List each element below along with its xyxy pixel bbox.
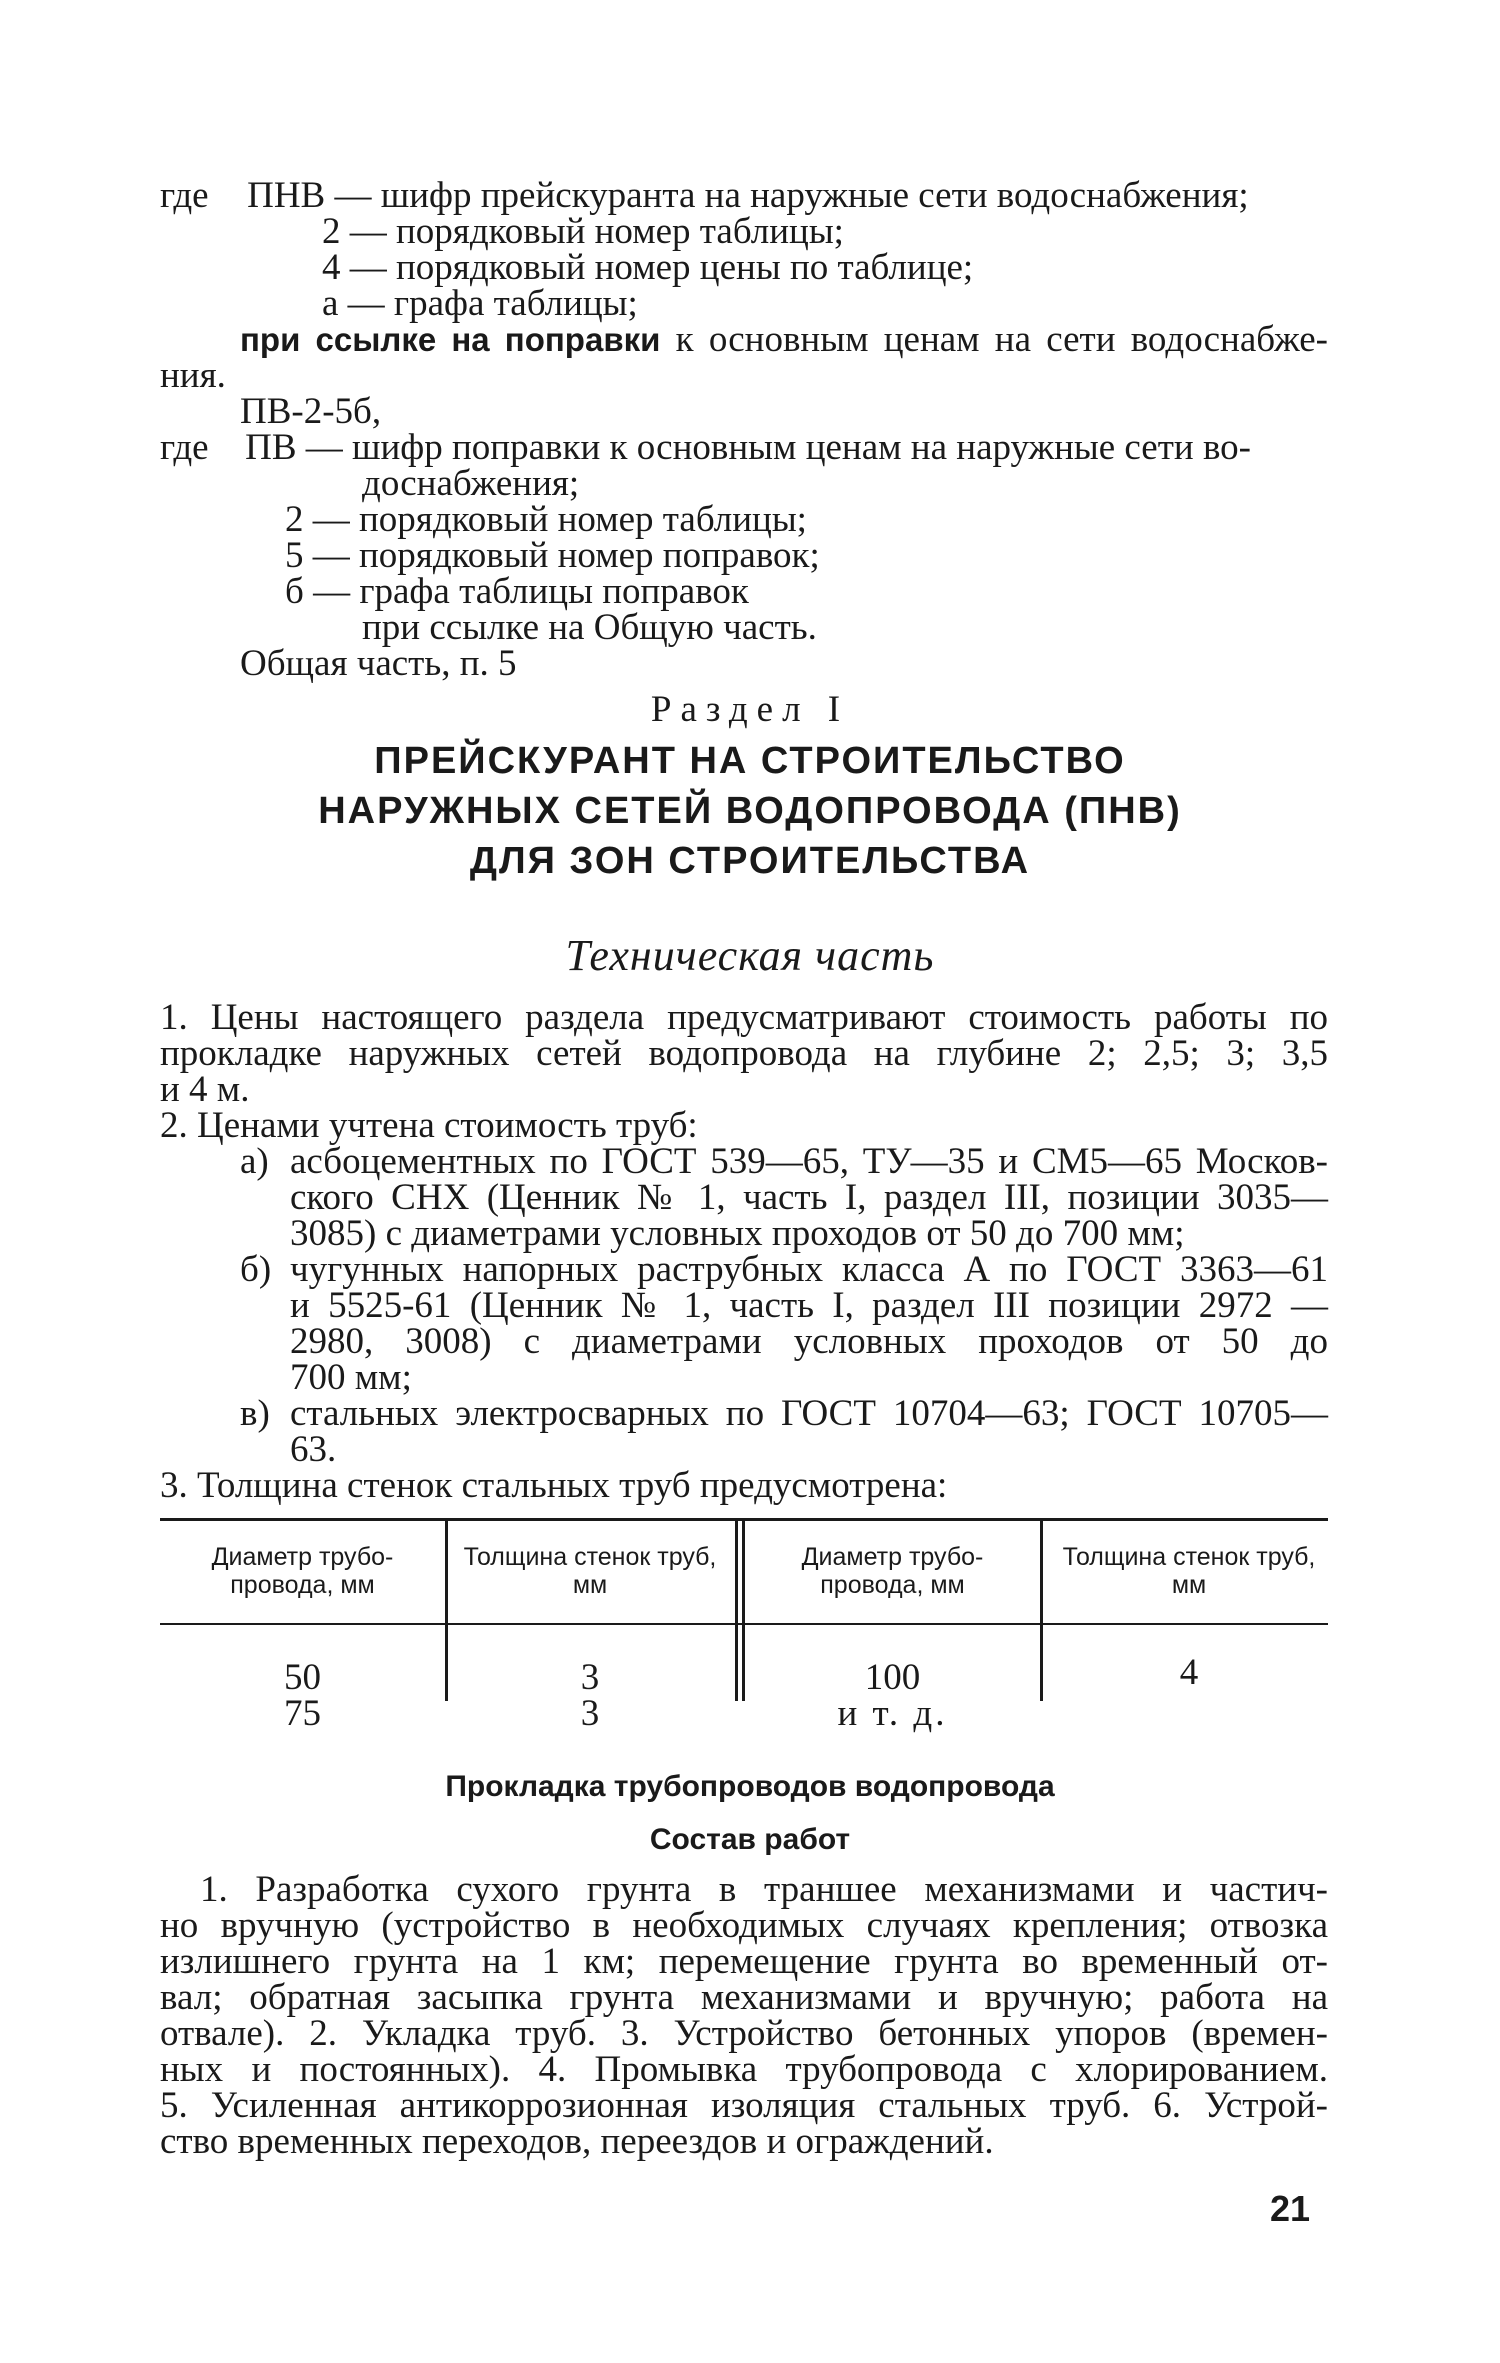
correction-reference-label: при ссылке на поправки [240,321,661,358]
works-line-4: вал; обратная засыпка грунта механизмами и вручную; работа на [160,1977,1328,2018]
intro-line-14: Общая часть, п. 5 [240,643,517,684]
table-header-thickness-2: Толщина стенок труб, мм [1062,1543,1316,1599]
tech-item-a-line-2: ского СНХ (Ценник № 1, часть I, раздел III, позиции 3035— [290,1177,1328,1218]
table-header-diameter-2: Диаметр трубо-провода, мм [801,1543,984,1599]
tech-item-b-line-4: 700 мм; [290,1357,412,1398]
works-line-7: 5. Усиленная антикоррозионная изоляция стальных труб. 6. Устрой- [160,2085,1328,2126]
table-cell: 75 [284,1693,321,1734]
code-pv-description: ПВ — шифр поправки к основным ценам на наружные сети во- [245,427,1251,468]
page-number: 21 [1270,2188,1311,2229]
table-divider-2b [742,1521,745,1701]
tech-item-a-line-3: 3085) с диаметрами условных проходов от 50 до 700 мм; [290,1213,1185,1254]
where-word-2: где [160,427,209,468]
intro-line-12: б — графа таблицы поправок [285,571,749,612]
tech-item-v-line-1: стальных электросварных по ГОСТ 10704—63; ГОСТ 10705— [290,1393,1328,1434]
intro-line-10: 2 — порядковый номер таблицы; [285,499,807,540]
table-cell: 50 [284,1657,321,1698]
tech-p3: 3. Толщина стенок стальных труб предусмотрена: [160,1465,948,1506]
table-divider-1 [445,1521,448,1701]
tech-p2: 2. Ценами учтена стоимость труб: [160,1105,698,1146]
intro-line-4: а — графа таблицы; [322,283,638,324]
tech-p1-line-3: и 4 м. [160,1069,250,1110]
tech-item-v-marker: в) [240,1393,270,1434]
tech-item-b-marker: б) [240,1249,272,1290]
intro-line-9: доснабжения; [362,463,580,504]
intro-line-2: 2 — порядковый номер таблицы; [322,211,844,252]
works-line-8: ство временных переходов, переездов и ограждений. [160,2121,994,2162]
works-subheading: Состав работ [649,1823,851,1856]
section-title-line-3: ДЛЯ ЗОН СТРОИТЕЛЬСТВА [469,840,1031,882]
table-cell: 4 [1179,1652,1199,1693]
where-word: где [160,175,209,216]
tech-item-b-line-1: чугунных напорных раструбных класса А по ГОСТ 3363—61 [290,1249,1328,1290]
intro-line-13: при ссылке на Общую часть. [362,607,817,648]
table-header-diameter-1: Диаметр трубо-провода, мм [211,1543,394,1599]
intro-line-6: ния. [160,355,226,396]
works-line-6: ных и постоянных). 4. Промывка трубопровода с хлорированием. [160,2049,1328,2090]
works-heading: Прокладка трубопроводов водопровода [445,1770,1055,1803]
table-cell: и т. д. [837,1693,948,1734]
table-divider-2a [735,1521,738,1701]
table-header-thickness-1: Толщина стенок труб, мм [463,1543,717,1599]
tech-item-a-line-1: асбоцементных по ГОСТ 539—65, ТУ—35 и СМ5—65 Москов- [290,1141,1328,1182]
tech-p1-line-1: 1. Цены настоящего раздела предусматривают стоимость работы по [160,997,1328,1038]
works-line-1: 1. Разработка сухого грунта в траншее механизмами и частич- [200,1869,1328,1910]
section-title-line-1: ПРЕЙСКУРАНТ НА СТРОИТЕЛЬСТВО [374,740,1126,782]
tech-p1-line-2: прокладке наружных сетей водопровода на глубине 2; 2,5; 3; 3,5 [160,1033,1328,1074]
tech-item-a-marker: а) [240,1141,269,1182]
code-pnv-description: — шифр прейскуранта на наружные сети водоснабжения; [334,175,1249,216]
table-cell: 100 [864,1657,921,1698]
intro-line-7: ПВ-2-5б, [240,391,382,432]
section-subtitle: Техническая часть [565,931,935,980]
intro-line-1 [160,175,1249,216]
intro-line-8 [160,427,1328,468]
correction-reference-text: к основным ценам на сети водоснабже- [675,319,1328,360]
tech-item-v-line-2: 63. [290,1429,337,1470]
works-line-5: отвале). 2. Укладка труб. 3. Устройство бетонных упоров (времен- [160,2013,1328,2054]
tech-item-b-line-3: 2980, 3008) с диаметрами условных проходов от 50 до [290,1321,1328,1362]
section-title-line-2: НАРУЖНЫХ СЕТЕЙ ВОДОПРОВОДА (ПНВ) [318,790,1182,832]
intro-line-11: 5 — порядковый номер поправок; [285,535,820,576]
table-cell: 3 [580,1693,600,1734]
table-cell: 3 [580,1657,600,1698]
tech-item-b-line-2: и 5525-61 (Ценник № 1, часть I, раздел III позиции 2972 — [290,1285,1328,1326]
table-divider-3 [1040,1521,1043,1701]
works-line-2: но вручную (устройство в необходимых случаях крепления; отвозка [160,1905,1328,1946]
works-line-3: излишнего грунта на 1 км; перемещение грунта во временный от- [160,1941,1328,1982]
code-pnv: ПНВ [247,175,326,216]
intro-line-5 [240,319,1328,360]
section-label: Раздел I [650,689,850,730]
intro-line-3: 4 — порядковый номер цены по таблице; [322,247,974,288]
